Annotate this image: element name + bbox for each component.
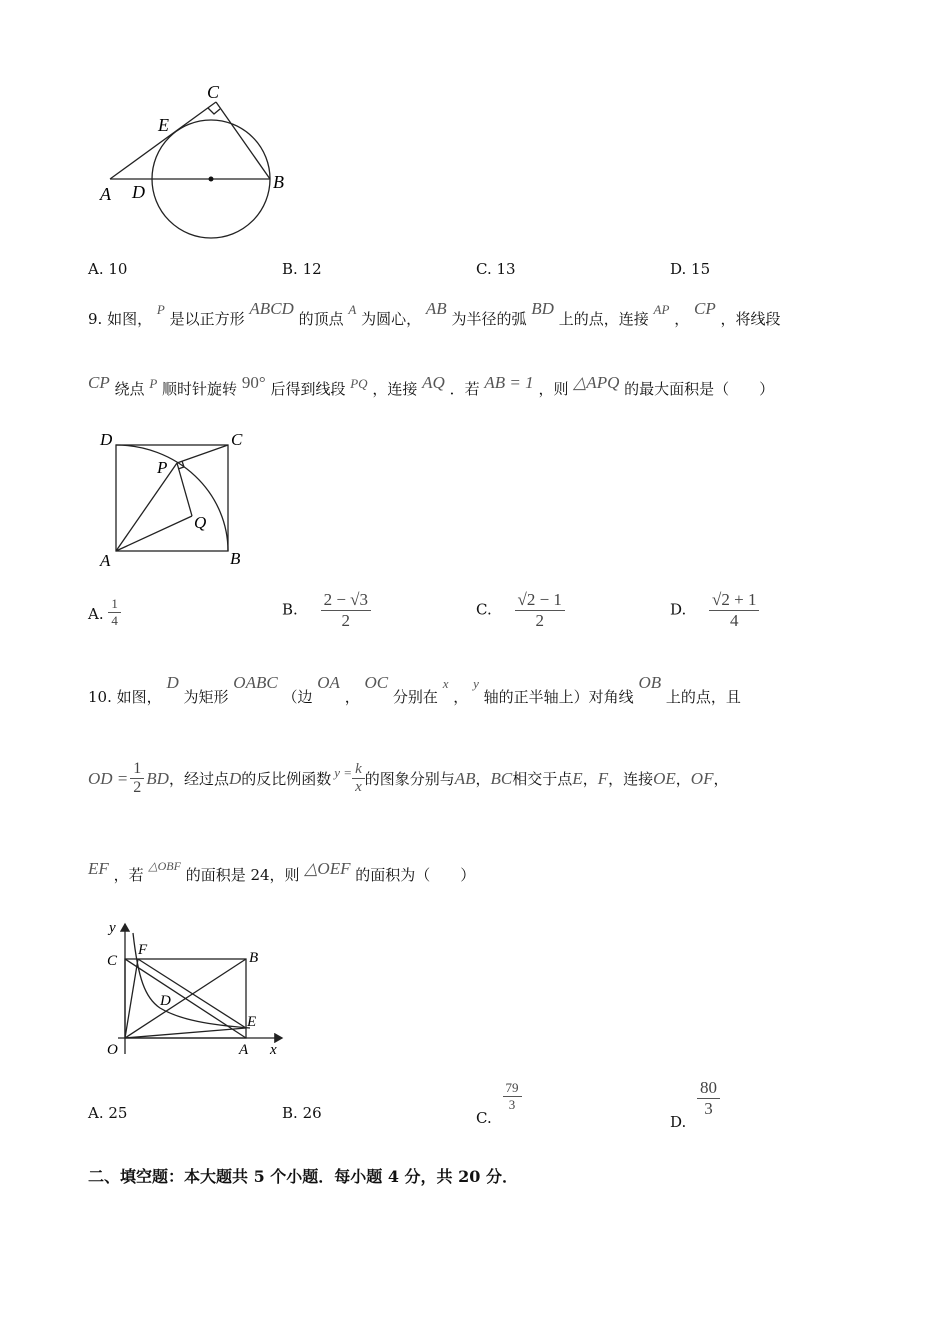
q10-line1: 10. 如图， D 为矩形 OABC （边 OA ， OC 分别在 x ， y 轴的正半轴上）对角线 OB 上的点，且	[88, 673, 741, 706]
q9-line1: 9. 如图， P 是以正方形 ABCD 的顶点 A 为圆心， AB 为半径的弧 BD 上的点，连接 AP ， CP ，将线段	[88, 299, 781, 328]
q10-label-c: C	[107, 953, 118, 969]
q9-arc-bd	[116, 445, 228, 551]
q10-label-y: y	[109, 920, 116, 936]
q9-square	[116, 445, 228, 551]
q8-line-ac	[110, 102, 216, 179]
q9-label-p: P	[157, 458, 168, 477]
q8-figure	[90, 78, 310, 248]
q10-label-b: B	[249, 950, 259, 966]
q8-label-e: E	[158, 115, 169, 135]
q10-label-e: E	[247, 1014, 257, 1030]
q8-label-b: B	[273, 172, 284, 192]
q9-label-d: D	[100, 430, 113, 449]
q8-option-d: D. 15	[670, 260, 711, 278]
q8-option-c: C. 13	[476, 260, 516, 278]
q10-line2: OD = $\frac{1}{2}$ BD ，经过点 D 的反比例函数 y = $\frac{k}{x}$ 的图象分别与 AB ， BC 相交于点 E ， F ，连接 OE ， OF ，	[88, 760, 729, 796]
q9-line-pc	[177, 445, 228, 463]
q9-label-q: Q	[194, 513, 207, 532]
q9-option-c: C. $\frac{√2 - 1}{2}$	[476, 590, 565, 631]
q10-option-a: A. 25	[88, 1104, 128, 1122]
q10-label-o: O	[107, 1042, 118, 1058]
q10-line-oe	[125, 1028, 246, 1038]
q8-right-angle	[208, 108, 220, 114]
q10-label-f: F	[138, 942, 148, 958]
q9-label-b: B	[230, 549, 241, 568]
q9-label-a: A	[100, 551, 111, 570]
q10-option-b: B. 26	[282, 1104, 322, 1122]
q9-line2: CP 绕点 P 顺时针旋转 90° 后得到线段 PQ ，连接 AQ ．若 AB = 1 ，则 △APQ 的最大面积是（ ）	[88, 373, 775, 398]
q10-label-a: A	[239, 1042, 249, 1058]
q8-line-cb	[216, 102, 270, 179]
q10-line-of	[125, 959, 138, 1038]
section-2-title: 二、填空题：本大题共 5 个小题．每小题 4 分，共 20 分．	[88, 1167, 518, 1186]
q9-option-b: B. $\frac{2 - √3}{2}$	[282, 590, 371, 631]
q10-option-d: D. $\frac{80}{3}$	[670, 1078, 720, 1119]
q10-label-d: D	[160, 993, 171, 1009]
q8-option-b: B. 12	[282, 260, 322, 278]
q9-label-c: C	[231, 430, 243, 449]
q8-label-c: C	[207, 82, 220, 102]
q10-option-c: C. $\frac{79}{3}$	[476, 1080, 522, 1113]
q10-figure	[100, 918, 290, 1060]
q9-figure	[95, 428, 255, 573]
q8-label-a: A	[100, 184, 111, 204]
q9-option-a: A. $\frac{1}{4}$	[88, 596, 121, 629]
q8-label-d: D	[132, 182, 145, 202]
q10-label-x: x	[270, 1042, 277, 1058]
q8-option-a: A. 10	[88, 260, 128, 278]
q10-line3: EF ，若 $^{\triangle OBF}$ 的面积是 24，则 △OEF 的面积为（ ）	[88, 859, 476, 884]
q9-option-d: D. $\frac{√2 + 1}{4}$	[670, 590, 759, 631]
q10-hyperbola	[133, 933, 250, 1028]
q9-line-ap	[116, 463, 177, 551]
